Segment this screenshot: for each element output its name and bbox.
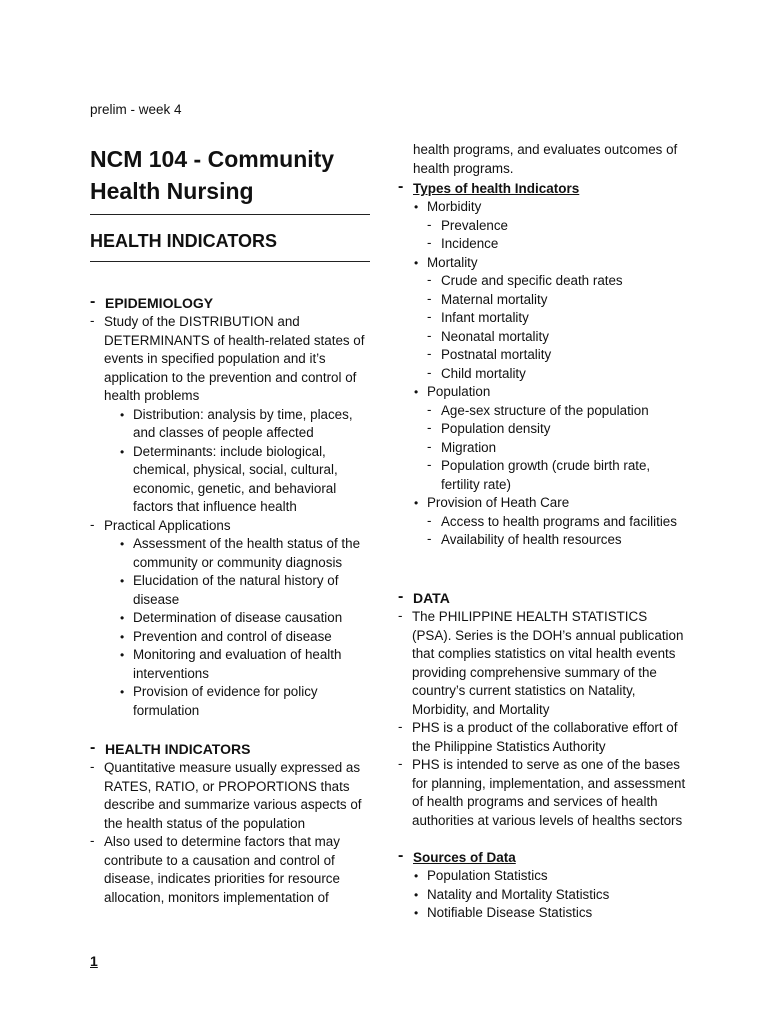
list-item: • Provision of Heath Care - Access to health programs and facilities - Availability of health resources	[413, 494, 688, 550]
list-item: - Child mortality	[427, 365, 688, 384]
health-indicators-section	[90, 740, 372, 907]
list-item: • Prevention and control of disease	[119, 628, 372, 647]
sources-section	[398, 848, 688, 923]
list-item: - Quantitative measure usually expressed as RATES, RATIO, or PROPORTIONS thats describe and summarize various aspects of the health status of the population	[90, 759, 372, 833]
types-section	[398, 179, 688, 550]
types-heading: - Types of health Indicators	[398, 178, 580, 196]
list-item: - Infant mortality	[427, 309, 688, 328]
list-item: - PHS is intended to serve as one of the bases for planning, implementation, and assessment of health programs and services of health authorities at various levels of healths sectors	[398, 756, 688, 830]
epidemiology-heading: - EPIDEMIOLOGY	[90, 293, 214, 311]
list-item: - Population growth (crude birth rate, fertility rate)	[427, 457, 688, 494]
list-item: - Postnatal mortality	[427, 346, 688, 365]
health-indicators-heading: - HEALTH INDICATORS	[90, 739, 251, 757]
epidemiology-list	[90, 313, 372, 720]
list-item: - Migration	[427, 439, 688, 458]
list-item: - Access to health programs and facilities	[427, 513, 688, 532]
title-divider	[90, 214, 370, 215]
list-item: - Prevalence	[427, 217, 688, 236]
list-item: - Study of the DISTRIBUTION and DETERMINANTS of health-related states of events in specified population and it’s application to the prevention and control of health problems • Distribution: analysis by time, places, and classes of people affected • Determinants: include biological, chemical, physical, social, cultural, economic, genetic, and behavioral factors that influence health	[90, 313, 372, 517]
health-indicators-list	[90, 759, 372, 907]
list-item: • Assessment of the health status of the community or community diagnosis	[119, 535, 372, 572]
sources-heading: - Sources of Data	[398, 847, 516, 865]
list-item: - The PHILIPPINE HEALTH STATISTICS (PSA). Series is the DOH’s annual publication that complies statistics on vital health events providing comprehensive summary of the country’s current statistics on Natality, Morbidity, and Mortality	[398, 608, 688, 719]
list-item: - Also used to determine factors that may contribute to a causation and control of disease, indicates priorities for resource allocation, monitors implementation of	[90, 833, 372, 907]
continuation-text: health programs, and evaluates outcomes of health programs.	[413, 142, 678, 176]
data-heading: - DATA	[398, 588, 450, 606]
list-item: - Population density	[427, 420, 688, 439]
list-item: • Population Statistics	[413, 867, 688, 886]
list-item: - Age-sex structure of the population	[427, 402, 688, 421]
data-section	[398, 589, 688, 830]
sources-list	[398, 867, 688, 923]
list-item: • Monitoring and evaluation of health interventions	[119, 646, 372, 683]
list-item: - Incidence	[427, 235, 688, 254]
page-heading: HEALTH INDICATORS	[90, 231, 277, 251]
document-title: NCM 104 - Community Health Nursing	[90, 146, 335, 204]
list-item: • Determination of disease causation	[119, 609, 372, 628]
list-item: • Notifiable Disease Statistics	[413, 904, 688, 923]
epidemiology-section	[90, 294, 372, 720]
week-label: prelim - week 4	[90, 102, 182, 117]
list-item: - Practical Applications • Assessment of the health status of the community or community diagnosis • Elucidation of the natural history of disease • Determination of disease causation • Prevention and control of disease • Monitoring and evaluation of health interventions • Provision of evidence for policy formulation	[90, 517, 372, 721]
heading-divider	[90, 261, 370, 262]
list-item: - Crude and specific death rates	[427, 272, 688, 291]
types-list	[398, 198, 688, 550]
data-list	[398, 608, 688, 830]
list-item: • Population - Age-sex structure of the population - Population density - Migration - Population growth (crude birth rate, fertility rate)	[413, 383, 688, 494]
list-item: • Morbidity - Prevalence - Incidence	[413, 198, 688, 254]
list-item: - Availability of health resources	[427, 531, 688, 550]
list-item: • Distribution: analysis by time, places, and classes of people affected	[119, 406, 372, 443]
page-number: 1	[90, 953, 98, 969]
list-item: • Determinants: include biological, chemical, physical, social, cultural, economic, genetic, and behavioral factors that influence health	[119, 443, 372, 517]
list-item: - PHS is a product of the collaborative effort of the Philippine Statistics Authority	[398, 719, 688, 756]
list-item: - Maternal mortality	[427, 291, 688, 310]
list-item: • Mortality - Crude and specific death rates - Maternal mortality - Infant mortality - Neonatal mortality - Postnatal mortality - Child mortality	[413, 254, 688, 384]
list-item: • Natality and Mortality Statistics	[413, 886, 688, 905]
list-item: - Neonatal mortality	[427, 328, 688, 347]
list-item: • Provision of evidence for policy formulation	[119, 683, 372, 720]
list-item: • Elucidation of the natural history of disease	[119, 572, 372, 609]
